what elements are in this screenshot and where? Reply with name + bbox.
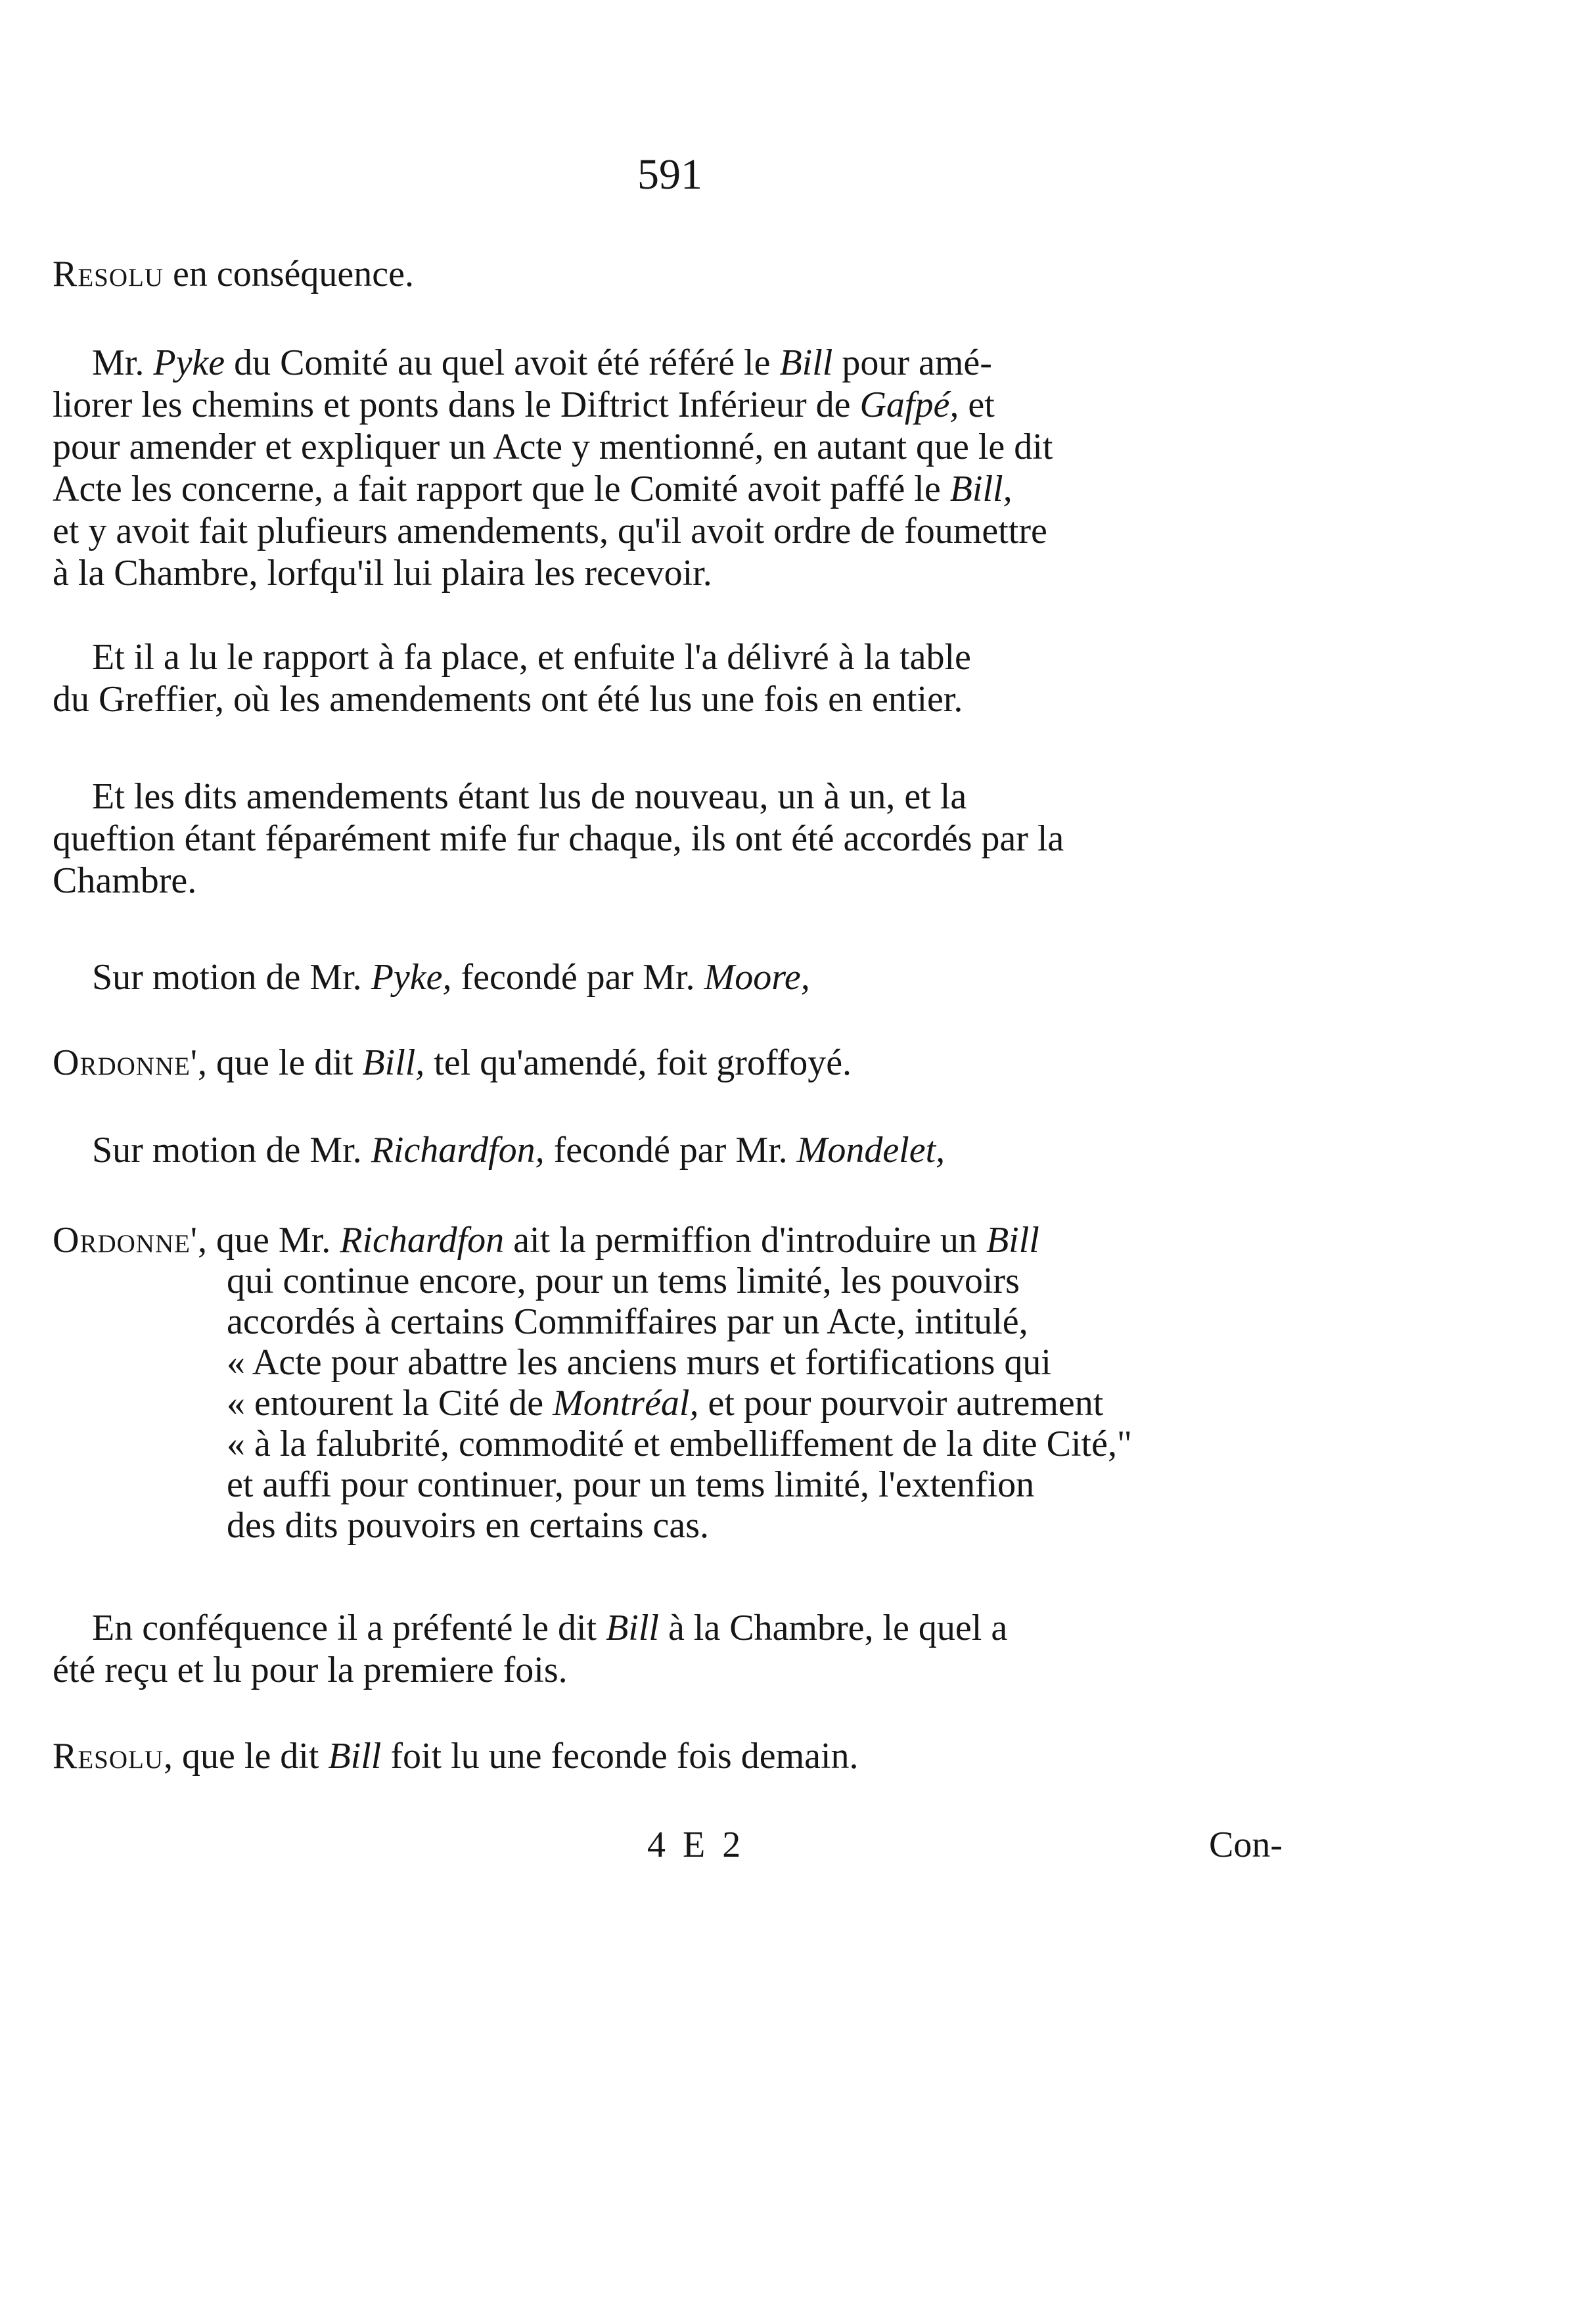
page-number: 591	[637, 151, 702, 198]
text-line: liorer les chemins et ponts dans le Diftrict Inférieur de Gafpé, et	[53, 384, 995, 425]
text-line: qui continue encore, pour un tems limité, les pouvoirs	[227, 1261, 1020, 1301]
text-line: accordés à certains Commiffaires par un Acte, intitulé,	[227, 1301, 1028, 1342]
text-line: queftion étant féparément mife fur chaque, ils ont été accordés par la	[53, 818, 1064, 859]
text-line: Resolu en conséquence.	[53, 254, 414, 294]
text-line: Mr. Pyke du Comité au quel avoit été référé le Bill pour amé-	[92, 342, 992, 383]
text-line: et auffi pour continuer, pour un tems limité, l'extenfion	[227, 1464, 1035, 1505]
text-line: des dits pouvoirs en certains cas.	[227, 1505, 710, 1546]
text-line: pour amender et expliquer un Acte y mentionné, en autant que le dit	[53, 427, 1053, 467]
text-line: Chambre.	[53, 860, 197, 901]
text-line: Sur motion de Mr. Richardfon, fecondé par Mr. Mondelet,	[92, 1130, 945, 1171]
text-line: Ordonne', que le dit Bill, tel qu'amendé, foit groffoyé.	[53, 1042, 852, 1083]
text-line: été reçu et lu pour la premiere fois.	[53, 1650, 568, 1690]
text-line: Sur motion de Mr. Pyke, fecondé par Mr. Moore,	[92, 957, 810, 998]
text-line: « à la falubrité, commodité et embelliffement de la dite Cité,"	[227, 1424, 1132, 1464]
catchword: Con-	[1209, 1824, 1283, 1865]
text-line: « Acte pour abattre les anciens murs et fortifications qui	[227, 1342, 1051, 1383]
text-line: Ordonne', que Mr. Richardfon ait la permiffion d'introduire un Bill	[53, 1220, 1039, 1261]
text-line: Acte les concerne, a fait rapport que le Comité avoit paffé le Bill,	[53, 469, 1013, 509]
text-line: « entourent la Cité de Montréal, et pour pourvoir autrement	[227, 1383, 1104, 1424]
text-line: Resolu, que le dit Bill foit lu une feconde fois demain.	[53, 1736, 859, 1777]
text-line: Et les dits amendements étant lus de nouveau, un à un, et la	[92, 776, 967, 817]
text-line: du Greffier, où les amendements ont été lus une fois en entier.	[53, 679, 963, 720]
text-line: et y avoit fait plufieurs amendements, qu'il avoit ordre de foumettre	[53, 511, 1047, 551]
text-line: En conféquence il a préfenté le dit Bill à la Chambre, le quel a	[92, 1608, 1008, 1648]
text-line: Et il a lu le rapport à fa place, et enfuite l'a délivré à la table	[92, 637, 971, 678]
signature-mark: 4 E 2	[647, 1824, 745, 1865]
text-line: à la Chambre, lorfqu'il lui plaira les recevoir.	[53, 553, 712, 593]
